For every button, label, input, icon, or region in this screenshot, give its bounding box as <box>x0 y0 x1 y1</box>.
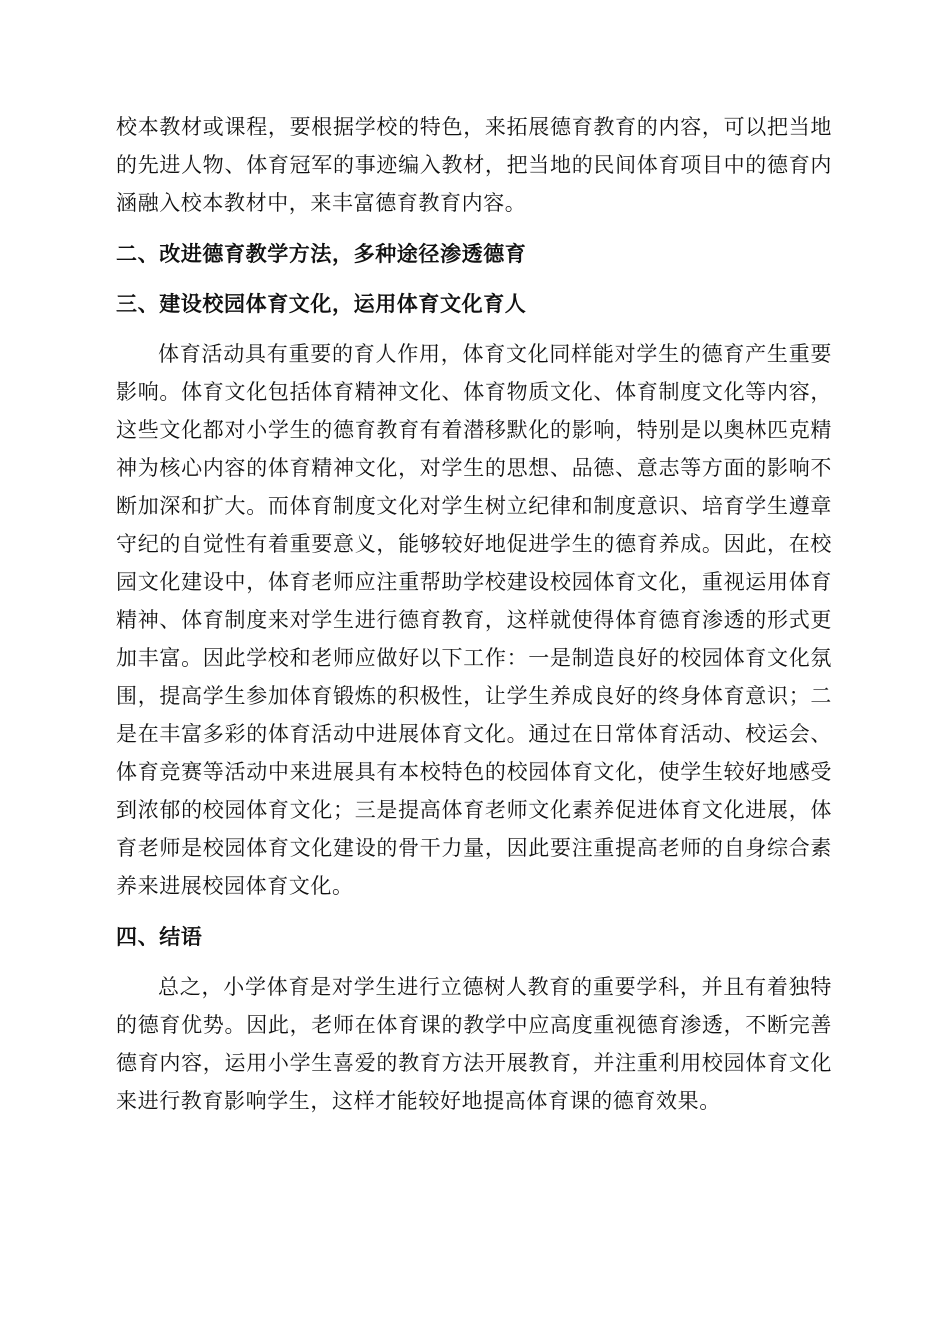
spacer <box>116 905 832 918</box>
section-heading-4: 四、结语 <box>116 924 203 949</box>
spacer <box>116 323 832 335</box>
paragraph-conclusion: 总之，小学体育是对学生进行立德树人教育的重要学科，并且有着独特的德育优势。因此，老师在体育课的教学中应高度重视德育渗透，不断完善德育内容，运用小学生喜爱的教育方法开展教育，并注重利用校园体育文化来进行教育影响学生，这样才能较好地提高体育课的德育效果。 <box>116 975 832 1113</box>
spacer <box>116 222 832 235</box>
section-heading-3: 三、建设校园体育文化，运用体育文化育人 <box>116 291 527 316</box>
section-heading-2: 二、改进德育教学方法，多种途径渗透德育 <box>116 241 527 266</box>
paragraph-continuation: 校本教材或课程，要根据学校的特色，来拓展德育教育的内容，可以把当地的先进人物、体育冠军的事迹编入教材，把当地的民间体育项目中的德育内涵融入校本教材中，来丰富德育教育内容。 <box>116 115 832 215</box>
spacer <box>116 273 832 285</box>
spacer <box>116 956 832 968</box>
document-page <box>116 108 832 1120</box>
paragraph-section-3: 体育活动具有重要的育人作用，体育文化同样能对学生的德育产生重要影响。体育文化包括体育精神文化、体育物质文化、体育制度文化等内容，这些文化都对小学生的德育教育有着潜移默化的影响，特别是以奥林匹克精神为核心内容的体育精神文化，对学生的思想、品德、意志等方面的影响不断加深和扩大。而体育制度文化对学生树立纪律和制度意识、培育学生遵章守纪的自觉性有着重要意义，能够较好地促进学生的德育养成。因此，在校园文化建设中，体育老师应注重帮助学校建设校园体育文化，重视运用体育精神、体育制度来对学生进行德育教育，这样就使得体育德育渗透的形式更加丰富。因此学校和老师应做好以下工作：一是制造良好的校园体育文化氛围，提高学生参加体育锻炼的积极性，让学生养成良好的终身体育意识；二是在丰富多彩的体育活动中进展体育文化。通过在日常体育活动、校运会、体育竞赛等活动中来进展具有本校特色的校园体育文化，使学生较好地感受到浓郁的校园体育文化；三是提高体育老师文化素养促进体育文化进展，体育老师是校园体育文化建设的骨干力量，因此要注重提高老师的自身综合素养来进展校园体育文化。 <box>116 342 832 898</box>
